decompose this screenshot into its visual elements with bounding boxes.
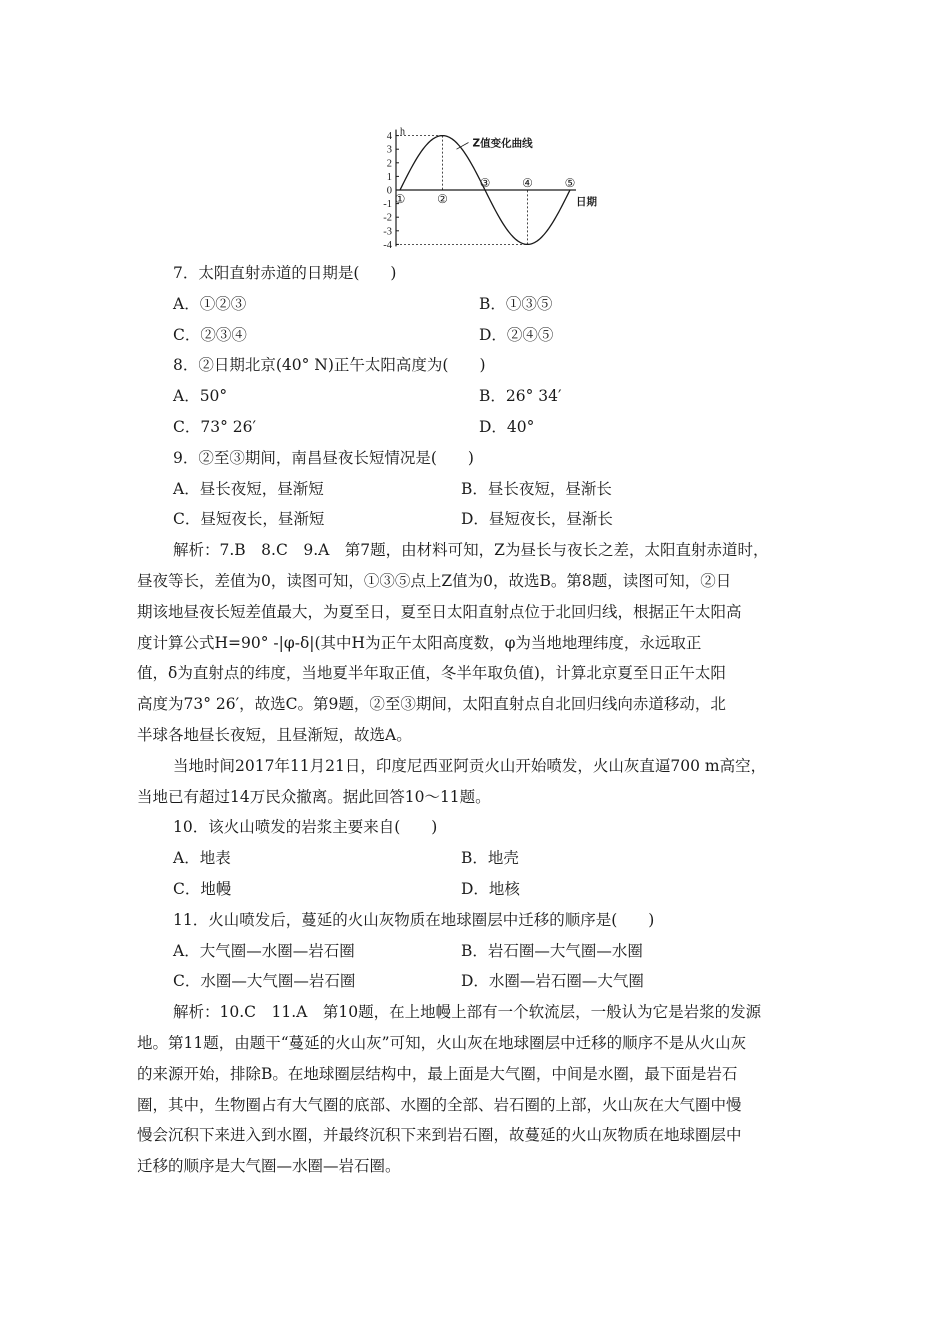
curve-label: Z值变化曲线: [472, 137, 533, 150]
q8-options-row1: [173, 381, 813, 412]
analysis-line: 值，δ为直射点的纬度，当地夏半年取正值，冬半年取负值)，计算北京夏至日正午太阳: [137, 664, 726, 683]
y-axis-label: h: [400, 126, 405, 138]
date-point-label: ④: [522, 176, 533, 190]
q9-stem: 9．②至③期间，南昌昼夜长短情况是( ): [173, 448, 474, 467]
q11-options-row2: [173, 966, 813, 997]
analysis-line: 度计算公式H=90° -|φ-δ|(其中H为正午太阳高度数，φ为当地地理纬度，永远取正: [137, 633, 702, 652]
y-tick-label: 2: [386, 158, 392, 170]
analysis-line: 解析：7.B 8.C 9.A 第7题，由材料可知，Z为昼长与夜长之差，太阳直射赤道时，: [173, 541, 769, 560]
q8-options-row2: [173, 412, 813, 443]
date-point-label: ①: [394, 192, 406, 206]
q9-options-row2: [173, 504, 813, 535]
q8-stem: 8．②日期北京(40° N)正午太阳高度为( ): [173, 356, 486, 375]
q7-option-b: B．①③⑤: [479, 294, 553, 313]
q7-option-a: A．①②③: [173, 294, 247, 313]
analysis-line: 迁移的顺序是大气圈—水圈—岩石圈。: [137, 1157, 401, 1176]
q8-option-d: D．40°: [479, 417, 535, 436]
q9-option-b: B．昼长夜短，昼渐长: [461, 479, 612, 498]
q7-options-row2: [173, 320, 813, 351]
q10-stem: 10．该火山喷发的岩浆主要来自( ): [173, 818, 438, 837]
material-line: 当地时间2017年11月21日，印度尼西亚阿贡火山开始喷发，火山灰直逼700 m高空，: [173, 756, 767, 775]
x-axis-label: 日期: [576, 196, 597, 208]
y-tick-label: 4: [386, 131, 392, 143]
q11-option-c: C．水圈—大气圈—岩石圈: [173, 972, 356, 991]
q10-option-b: B．地壳: [461, 849, 519, 868]
analysis-7-9: [137, 535, 813, 751]
analysis-line: 慢会沉积下来进入到水圈，并最终沉积下来到岩石圈，故蔓延的火山灰物质在地球圈层中: [137, 1126, 742, 1145]
analysis-line: 昼夜等长，差值为0，读图可知，①③⑤点上Z值为0，故选B。第8题，读图可知，②日: [137, 571, 732, 590]
date-point-label: ②: [437, 192, 448, 206]
q10-option-d: D．地核: [461, 879, 520, 898]
analysis-10-11: [137, 997, 813, 1182]
analysis-line: 的来源开始，排除B。在地球圈层结构中，最上面是大气圈，中间是水圈，最下面是岩石: [137, 1064, 738, 1083]
analysis-line: 半球各地昼长夜短，且昼渐短，故选A。: [137, 725, 412, 744]
curve-label-leader: [457, 142, 469, 149]
q9-options-row1: [173, 474, 813, 505]
y-tick-label: 1: [386, 171, 392, 183]
y-tick-label: -2: [383, 212, 392, 224]
chart-svg: [364, 122, 614, 256]
y-tick-label: 0: [386, 185, 392, 197]
q11-stem: 11．火山喷发后，蔓延的火山灰物质在地球圈层中迁移的顺序是( ): [173, 910, 655, 929]
analysis-line: 地。第11题，由题干“蔓延的火山灰”可知，火山灰在地球圈层中迁移的顺序不是从火山灰: [137, 1033, 747, 1052]
q11-option-b: B．岩石圈—大气圈—水圈: [461, 941, 643, 960]
analysis-line: 圈，其中，生物圈占有大气圈的底部、水圈的全部、岩石圈的上部，火山灰在大气圈中慢: [137, 1095, 742, 1114]
page-content: [137, 258, 813, 1182]
q11-options-row1: [173, 936, 813, 967]
q8-option-c: C．73° 26′: [173, 417, 257, 436]
q7-stem: 7．太阳直射赤道的日期是( ): [173, 264, 397, 282]
material-line: 当地已有超过14万民众撤离。据此回答10～11题。: [137, 787, 491, 806]
q10-options-row2: [173, 874, 813, 905]
y-tick-label: -1: [383, 199, 392, 211]
q7-options-row1: [173, 289, 813, 320]
q11-option-d: D．水圈—岩石圈—大气圈: [461, 972, 644, 991]
analysis-line: 高度为73° 26′，故选C。第9题，②至③期间，太阳直射点自北回归线向赤道移动，北: [137, 695, 726, 714]
z-value-chart: [364, 122, 614, 256]
q8-option-b: B．26° 34′: [479, 387, 562, 406]
q9-option-a: A．昼长夜短，昼渐短: [173, 479, 324, 498]
y-tick-label: -4: [383, 239, 392, 251]
q8-option-a: A．50°: [173, 387, 228, 406]
q10-option-c: C．地幔: [173, 879, 232, 898]
material-paragraph: [137, 751, 813, 813]
y-tick-label: -3: [383, 226, 392, 238]
analysis-line: 解析：10.C 11.A 第10题，在上地幔上部有一个软流层，一般认为它是岩浆的发源: [173, 1003, 762, 1022]
q7-option-d: D．②④⑤: [479, 325, 554, 344]
analysis-line: 期该地昼夜长短差值最大，为夏至日，夏至日太阳直射点位于北回归线，根据正午太阳高: [137, 602, 742, 621]
q11-option-a: A．大气圈—水圈—岩石圈: [173, 941, 355, 960]
q10-options-row1: [173, 843, 813, 874]
q9-option-c: C．昼短夜长，昼渐短: [173, 510, 325, 529]
date-point-label: ⑤: [564, 176, 576, 190]
q9-option-d: D．昼短夜长，昼渐长: [461, 510, 613, 529]
date-point-label: ③: [479, 176, 491, 190]
y-tick-label: 3: [386, 144, 392, 156]
q10-option-a: A．地表: [173, 849, 231, 868]
q7-option-c: C．②③④: [173, 325, 247, 344]
